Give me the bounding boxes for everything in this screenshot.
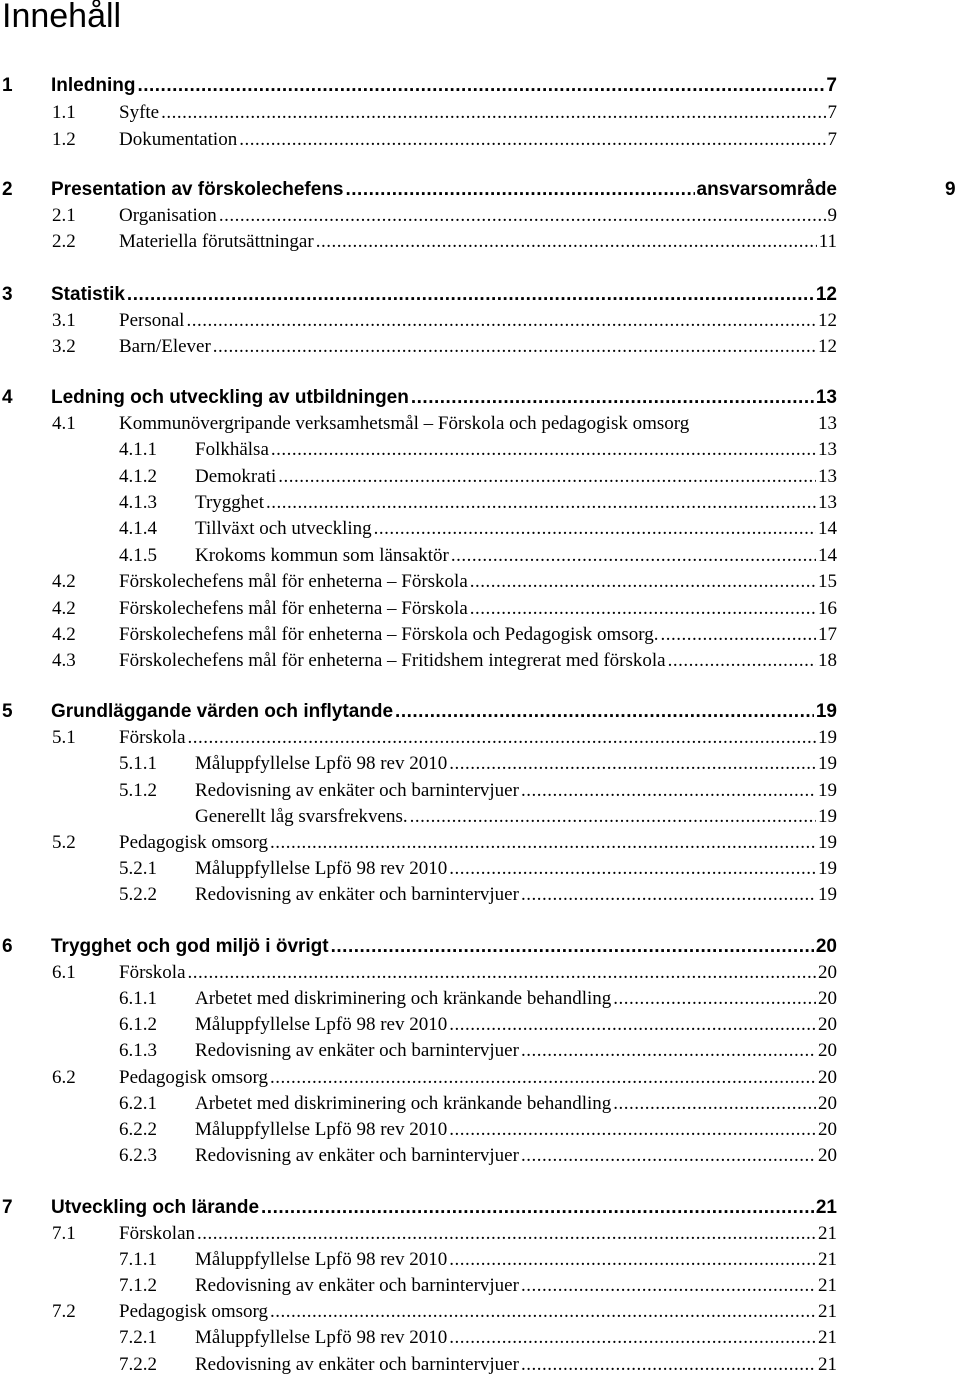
toc-entry-page: 21 [815,1197,837,1218]
toc-entry-page: 13 [818,439,837,460]
toc-dot-leader [213,334,816,360]
toc-entry-number: 7 [2,1197,13,1218]
toc-dot-leader [346,177,695,203]
toc-entry-page: 20 [818,1093,837,1114]
toc-entry-number: 1.1 [52,102,76,123]
toc-entry-number: 6.2 [52,1067,76,1088]
toc-dot-leader [449,856,816,882]
toc-entry-title: Förskolechefens mål för enheterna – Förskola [119,598,468,619]
toc-entry-title: Pedagogisk omsorg [119,1301,269,1322]
toc-entry-page: 14 [818,518,837,539]
toc-entry-number: 3.1 [52,310,76,331]
toc-entry-title: Kommunövergripande verksamhetsmål – Förskola och pedagogisk omsorg [119,413,690,434]
toc-dot-leader [451,543,816,569]
toc-entry-page: 21 [818,1249,837,1270]
toc-dot-leader [161,100,825,126]
toc-entry-number: 4.1.4 [119,518,157,539]
toc-entry-number: 1 [2,75,13,96]
toc-dot-leader [521,882,816,908]
toc-dot-leader [219,203,826,229]
toc-entry-number: 4.2 [52,571,76,592]
toc-entry-page: 20 [818,962,837,983]
toc-entry-page: 7 [826,75,837,96]
toc-entry-title: Trygghet [195,492,264,513]
toc-entry-page: 20 [818,1067,837,1088]
toc-entry-title: Krokoms kommun som länsaktör [195,545,449,566]
toc-entry-number: 4.2 [52,598,76,619]
toc-entry-number: 7.2.2 [119,1354,157,1375]
toc-dot-leader [449,1247,816,1273]
toc-entry-title: Statistik [51,284,125,305]
toc-entry-title: Pedagogisk omsorg [119,1067,269,1088]
toc-entry-number: 7.1.2 [119,1275,157,1296]
toc-entry-number: 5.2.2 [119,884,157,905]
toc-entry-page: 21 [818,1223,837,1244]
toc-entry-title: Demokrati [195,466,277,487]
toc-entry-title: Redovisning av enkäter och barnintervjuer [195,884,519,905]
toc-dot-leader [188,725,817,751]
toc-entry-number: 4.1.5 [119,545,157,566]
toc-dot-leader [197,1221,816,1247]
toc-dot-leader [395,699,814,725]
toc-entry-number: 7.1 [52,1223,76,1244]
toc-entry-number: 6.2.1 [119,1093,157,1114]
toc-entry-page: 15 [818,571,837,592]
toc-entry-title: Måluppfyllelse Lpfö 98 rev 2010 [195,1327,448,1348]
toc-entry-page: 19 [818,727,837,748]
toc-entry-title: Måluppfyllelse Lpfö 98 rev 2010 [195,1014,448,1035]
toc-dot-leader [186,308,816,334]
toc-entry-page: 13 [818,466,837,487]
toc-entry-page: 7 [827,102,837,123]
toc-entry-page: 19 [815,701,837,722]
toc-entry-number: 4.1 [52,413,76,434]
toc-entry-page: 20 [818,1040,837,1061]
toc-entry-title: Redovisning av enkäter och barnintervjuer [195,780,519,801]
toc-entry-number: 5.1.2 [119,780,157,801]
toc-entry-page: 16 [818,598,837,619]
toc-entry-number: 7.1.1 [119,1249,157,1270]
toc-dot-leader [521,1273,816,1299]
toc-entry-number: 5.2 [52,832,76,853]
toc-dot-leader [261,1195,814,1221]
toc-entry-page: 18 [818,650,837,671]
toc-dot-leader [374,516,816,542]
toc-dot-leader [266,490,816,516]
toc-entry-page: 20 [818,1119,837,1140]
toc-entry-number: 7.2.1 [119,1327,157,1348]
toc-entry-title: Utveckling och lärande [51,1197,260,1218]
toc-entry-page: 13 [818,492,837,513]
toc-entry-page: 13 [818,413,837,434]
toc-entry-number: 6.2.2 [119,1119,157,1140]
toc-entry-number: 2.2 [52,231,76,252]
toc-entry-number: 5 [2,701,13,722]
toc-entry-title: Förskola [119,962,186,983]
toc-dot-leader [660,622,816,648]
toc-entry-page: 14 [818,545,837,566]
toc-entry-title: Inledning [51,75,136,96]
toc-dot-leader [188,960,817,986]
toc-entry-title: Syfte [119,102,160,123]
toc-dot-leader [521,1038,816,1064]
toc-dot-leader [127,282,814,308]
toc-entry-number: 6 [2,936,13,957]
toc-dot-leader [470,596,816,622]
toc-entry-number: 4.1.2 [119,466,157,487]
toc-entry-title: Måluppfyllelse Lpfö 98 rev 2010 [195,1249,448,1270]
toc-entry-number: 4.1.1 [119,439,157,460]
toc-entry-page: 20 [818,1014,837,1035]
toc-entry-title: Arbetet med diskriminering och kränkande behandling [195,988,612,1009]
toc-entry-page: 20 [818,988,837,1009]
toc-entry-title: Förskolan [119,1223,195,1244]
toc-entry-number: 6.1.1 [119,988,157,1009]
toc-dot-leader [521,1143,816,1169]
toc-dot-leader [613,1091,816,1117]
toc-entry-number: 6.1.3 [119,1040,157,1061]
toc-entry-title: Folkhälsa [195,439,269,460]
toc-entry-title: Tillväxt och utveckling [195,518,372,539]
toc-entry-page: 19 [818,858,837,879]
toc-entry-page: 13 [815,387,837,408]
toc-entry-number: 7.2 [52,1301,76,1322]
page-title: Innehåll [2,0,122,35]
toc-entry-number: 5.1 [52,727,76,748]
toc-dot-leader [470,569,816,595]
toc-dot-leader [613,986,816,1012]
toc-entry-page: 12 [815,284,837,305]
toc-entry-title: Dokumentation [119,129,238,150]
toc-entry-title: Generellt låg svarsfrekvens. [195,806,408,827]
toc-entry-title: Trygghet och god miljö i övrigt [51,936,329,957]
toc-dot-leader [270,830,816,856]
toc-dot-leader [449,751,816,777]
toc-entry-page: 20 [815,936,837,957]
toc-entry-title: Redovisning av enkäter och barnintervjuer [195,1354,519,1375]
toc-entry-page: 20 [818,1145,837,1166]
toc-entry-number: 3 [2,284,13,305]
toc-entry-page: 9 [827,205,837,226]
toc-entry-title: Redovisning av enkäter och barnintervjuer [195,1275,519,1296]
toc-entry-number: 5.1.1 [119,753,157,774]
toc-entry-page: 21 [818,1327,837,1348]
toc-entry-title: Ledning och utveckling av utbildningen [51,387,409,408]
toc-entry-title: Materiella förutsättningar [119,231,314,252]
toc-dot-leader [331,934,814,960]
toc-dot-leader [316,229,817,255]
toc-entry-title: Förskolechefens mål för enheterna – Fritidshem integrerat med förskola [119,650,666,671]
toc-entry-title: Grundläggande värden och inflytande [51,701,394,722]
toc-dot-leader [270,1065,816,1091]
toc-entry-number: 3.2 [52,336,76,357]
toc-dot-leader [521,1352,816,1378]
toc-dot-leader [449,1117,816,1143]
toc-entry-number: 2.1 [52,205,76,226]
toc-entry-title: Måluppfyllelse Lpfö 98 rev 2010 [195,753,448,774]
toc-entry-number: 4.2 [52,624,76,645]
toc-entry-title: Barn/Elever [119,336,211,357]
toc-entry-page: 12 [818,310,837,331]
toc-entry-page: 17 [818,624,837,645]
toc-entry-title: Organisation [119,205,217,226]
toc-entry-number: 5.2.1 [119,858,157,879]
toc-dot-leader [239,127,825,153]
toc-entry-number: 1.2 [52,129,76,150]
toc-entry-page: 19 [818,753,837,774]
toc-entry-title: Måluppfyllelse Lpfö 98 rev 2010 [195,1119,448,1140]
toc-entry-number: 4.1.3 [119,492,157,513]
toc-dot-leader [449,1012,816,1038]
toc-entry-page: 9 [945,179,956,200]
toc-dot-leader [410,804,816,830]
toc-entry-page: 19 [818,832,837,853]
toc-entry-title: Redovisning av enkäter och barnintervjuer [195,1145,519,1166]
toc-entry-title: Måluppfyllelse Lpfö 98 rev 2010 [195,858,448,879]
toc-entry-page: 19 [818,780,837,801]
toc-dot-leader [411,385,814,411]
toc-dot-leader [270,1299,816,1325]
toc-entry-title: Förskola [119,727,186,748]
toc-entry-number: 6.1 [52,962,76,983]
toc-entry-title: Presentation av förskolechefens [51,179,344,200]
toc-dot-leader [271,437,816,463]
toc-entry-title-continuation: ansvarsområde [696,179,837,200]
toc-dot-leader [137,73,824,99]
toc-entry-page: 7 [827,129,837,150]
toc-dot-leader [278,464,816,490]
toc-entry-page: 12 [818,336,837,357]
toc-entry-number: 4 [2,387,13,408]
toc-entry-title: Arbetet med diskriminering och kränkande behandling [195,1093,612,1114]
toc-entry-number: 4.3 [52,650,76,671]
toc-dot-leader [449,1325,816,1351]
toc-entry-page: 21 [818,1301,837,1322]
toc-entry-page: 19 [818,884,837,905]
toc-entry-title: Personal [119,310,185,331]
toc-entry-page: 21 [818,1354,837,1375]
toc-entry-number: 6.2.3 [119,1145,157,1166]
toc-entry-page: 19 [818,806,837,827]
toc-entry-number: 6.1.2 [119,1014,157,1035]
toc-entry-title: Förskolechefens mål för enheterna – Förskola [119,571,468,592]
toc-entry-title: Förskolechefens mål för enheterna – Förskola och Pedagogisk omsorg. [119,624,659,645]
toc-dot-leader [668,648,816,674]
toc-dot-leader [521,778,816,804]
toc-entry-page: 11 [818,231,837,252]
toc-entry-page: 21 [818,1275,837,1296]
toc-entry-title: Pedagogisk omsorg [119,832,269,853]
toc-entry-title: Redovisning av enkäter och barnintervjuer [195,1040,519,1061]
toc-entry-number: 2 [2,179,13,200]
